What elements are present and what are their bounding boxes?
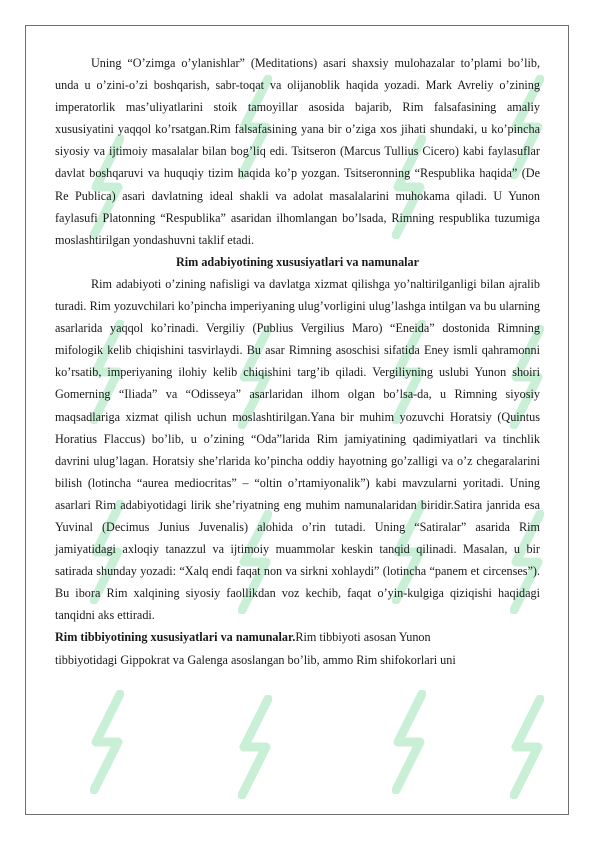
section-heading-literature: Rim adabiyotining xususiyatlari va namunalar [175, 254, 420, 269]
paragraph-medicine-line1: Rim tibbiyoti asosan Yunon [295, 630, 431, 645]
paragraph-medicine [55, 626, 540, 670]
section-heading-medicine: Rim tibbiyotining xususiyatlari va namunalar. [55, 630, 296, 645]
document-body [55, 52, 540, 671]
paragraph-medicine-line2: tibbiyotidagi Gippokrat va Galenga asoslangan bo’lib, ammo Rim shifokorlari uni [55, 652, 456, 667]
paragraph-literature: Rim adabiyoti o’zining nafisligi va davlatga xizmat qilishga yo’naltirilganligi bilan ajralib turadi. Rim yozuvchilari ko’pincha imperiyaning ulug’vorligini ulug’lashga intilgan va bu ularning asarlarida yaqqol ko’rinadi. Vergiliy (Publius Vergilius Maro) “Eneida” dostonida Rimning mifologik kelib chiqishini tasvirlaydi. Bu asar Rimning asoschisi sifatida Eney ismli qahramonni ko’rsatib, imperiyaning ilohiy kelib chiqishini targ’ib qiladi. Vergiliyning uslubi Yunon shoiri Gomerning “Iliada” va “Odisseya” asarlaridan ilhom olgan bo’lsa-da, u Rimning siyosiy maqsadlariga xizmat qilish uchun moslashtirilgan.Yana bir muhim yozuvchi Horatsiy (Quintus Horatius Flaccus) bo’lib, u o’zining “Oda”larida Rim jamiyatining qadimiyatlari va tinchlik davrini ulug’lagan. Horatsiy she’rlarida ko’pincha oddiy hayotning go’zalligi va o’z chegaralarini bilish (lotincha “aurea mediocritas” – “oltin o’rtamiyonalik”) kabi mavzularni yoritadi. Uning asarlari Rim adabiyotidagi lirik she’riyatning eng muhim namunalaridan biridir.Satira janrida esa Yuvinal (Decimus Junius Juvenalis) alohida o’rin tutadi. Uning “Satiralar” asarida Rim jamiyatidagi axloqiy tanazzul va ijtimoiy muammolar keskin tanqid qilinadi. Masalan, u bir satirada shunday yozadi: “Xalq endi faqat non va sirkni xohlaydi” (lotincha “panem et circenses”). Bu ibora Rim xalqining siyosiy faollikdan voz kechib, faqat o’yin-kulgiga qiziqishi haqidagi tanqidni aks ettiradi. [55, 276, 540, 623]
paragraph-meditations: Uning “O’zimga o’ylanishlar” (Meditations) asari shaxsiy mulohazalar to’plami bo’lib, unda u o’zini-o’zi boshqarish, sabr-toqat va olijanoblik haqida yozadi. Mark Avreliy o’zining imperatorlik mas’uliyatlarini stoik tamoyillar asosida bajarib, Rim falsafasining amaliy xususiyatini yaqqol ko’rsatgan.Rim falsafasining yana bir o’ziga xos jihati shundaki, u ko’pincha siyosiy va ijtimoiy masalalar bilan bog’liq edi. Tsitseron (Marcus Tullius Cicero) kabi faylasuflar davlat boshqaruvi va huquqiy tizim haqida ko’p yozgan. Tsitseronning “Respublika haqida” (De Re Publica) asari davlatning ideal shakli va adolat masalalarini muhokama qiladi. U Yunon faylasufi Platonning “Respublika” asaridan ilhomlangan bo’lsada, Rimning respublika tuzumiga moslashtirilgan yondashuvni taklif etadi. [55, 56, 540, 247]
